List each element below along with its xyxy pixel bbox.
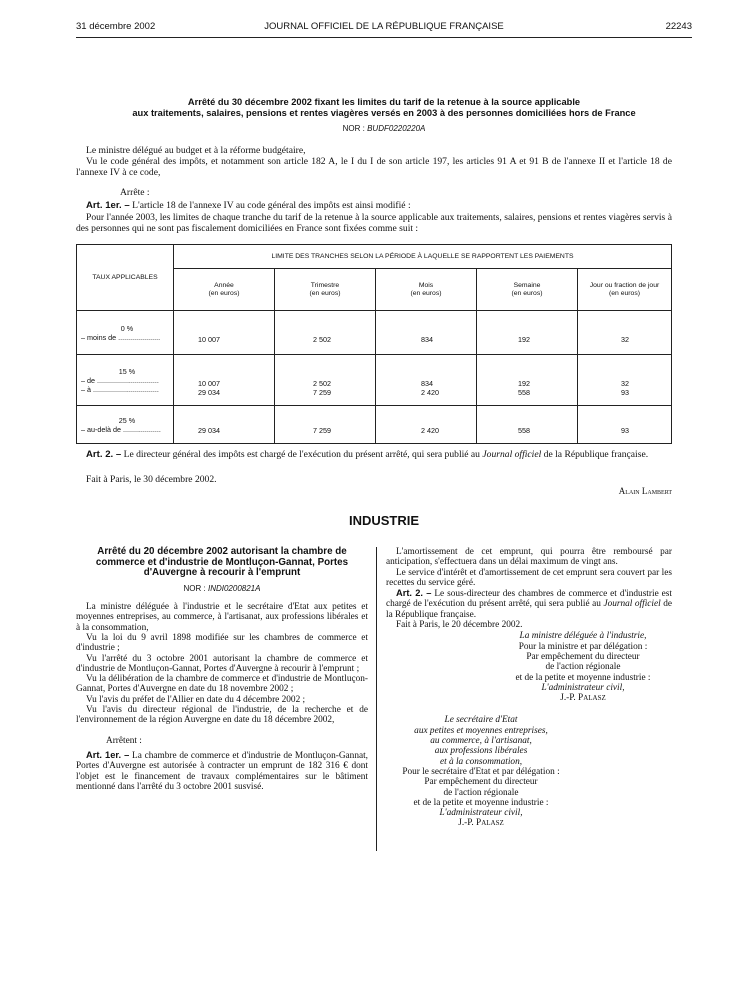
value-cell: 2 502 — [275, 311, 376, 355]
decree2-paragraph: L'amortissement de cet emprunt, qui pourra être remboursé par anticipation, s'effectuera dans un délai maximum de vingt ans. — [386, 547, 672, 568]
decree2-nor: NOR : INDI0200821A — [183, 583, 261, 593]
period-header: Année (en euros) — [174, 269, 275, 311]
decree2-paragraph: Vu l'arrêté du 3 octobre 2001 autorisant la chambre de commerce et d'industrie de Montluçon-Gannat, Portes d'Auvergne à recourir à l'emprunt ; — [76, 653, 368, 674]
decree2-left-column — [76, 547, 368, 792]
value-cell: 7 259 — [275, 406, 376, 444]
section-heading: INDUSTRIE — [348, 513, 420, 528]
decree1-minister: Le ministre délégué au budget et à la réforme budgétaire, — [86, 145, 306, 156]
period-header: Mois (en euros) — [376, 269, 477, 311]
decree2-art2: Art. 2. – Le sous-directeur des chambres de commerce et d'industrie est chargé de l'exécution du présent arrêté, qui sera publié au Journal officiel de la République française. — [386, 588, 673, 620]
value-cell: 93 — [578, 406, 672, 444]
decree1-title — [76, 97, 692, 119]
period-header: Semaine (en euros) — [477, 269, 578, 311]
table-row — [77, 406, 672, 444]
decree2-paragraph: La ministre déléguée à l'industrie et le secrétaire d'Etat aux petites et moyennes entreprises, au commerce, à l'artisanat, aux professions libérales et à la consommation, — [76, 602, 368, 633]
header-date: 31 décembre 2002 — [76, 21, 156, 32]
value-cell: 2 420 — [376, 406, 477, 444]
col-group-header: LIMITE DES TRANCHES SELON LA PÉRIODE À LAQUELLE SE RAPPORTENT LES PAIEMENTS — [174, 245, 672, 269]
decree2-title: Arrêté du 20 décembre 2002 autorisant la chambre de commerce et d'industrie de Montluçon-Gannat, Portes d'Auvergne à recourir à l'emprunt — [95, 546, 349, 579]
period-header: Trimestre (en euros) — [275, 269, 376, 311]
decree2-signature-block-2: Le secrétaire d'Etat aux petites et moyennes entreprises, au commerce, à l'artisanat, aux professions libérales et à la consommation, Pour le secrétaire d'Etat et par délégation : Par empêchement du directeur de l'action régionale et de la petite et moyenne industrie : L'administrateur civil, J.-P. Palasz — [386, 715, 576, 828]
value-cell: 10 007 29 034 — [174, 355, 275, 406]
value-cell: 32 93 — [578, 355, 672, 406]
decree2-paragraph: Vu la délibération de la chambre de commerce et d'industrie de Montluçon-Gannat, Portes d'Auvergne en date du 18 novembre 2002 ; — [76, 674, 368, 695]
column-divider — [376, 547, 377, 851]
value-cell: 558 — [477, 406, 578, 444]
value-cell: 192 — [477, 311, 578, 355]
decree1-title-line1: Arrêté du 30 décembre 2002 fixant les limites du tarif de la retenue à la source applicable — [187, 97, 581, 107]
decree1-vu: Vu le code général des impôts, et notamment son article 182 A, le I du I de son article 197, les articles 91 A et 91 B de l'annexe II et l'article 18 de l'annexe IV à ce code, — [76, 156, 672, 178]
col-header-rates: TAUX APPLICABLES — [77, 245, 174, 311]
header-page-number: 22243 — [665, 21, 692, 32]
decree2-fait: Fait à Paris, le 20 décembre 2002. — [396, 620, 523, 631]
rate-cell: 15 % – de ............................... – à ................................. — [77, 355, 174, 406]
decree1-nor-label: NOR : — [342, 124, 365, 133]
decree2-paragraph: Vu la loi du 9 avril 1898 modifiée sur les chambres de commerce et d'industrie ; — [76, 632, 368, 654]
value-cell: 10 007 — [174, 311, 275, 355]
decree1-signature: Alain Lambert — [618, 486, 672, 496]
value-cell: 29 034 — [174, 406, 275, 444]
decree1-nor-code: BUDF0220220A — [367, 124, 426, 133]
decree2-arretent: Arrêtent : — [106, 735, 142, 746]
decree2-paragraph: Le service d'intérêt et d'amortissement de cet emprunt sera couvert par les recettes du service géré. — [386, 567, 672, 588]
header-journal-title: JOURNAL OFFICIEL DE LA RÉPUBLIQUE FRANÇAISE — [264, 21, 504, 32]
decree2-signature-block-1: La ministre déléguée à l'industrie, Pour la ministre et par délégation : Par empêchement du directeur de l'action régionale et de la petite et moyenne industrie : L'administrateur civil, J.-P. Palasz — [494, 631, 672, 703]
signature-name: J.-P. Palasz — [560, 693, 606, 704]
decree1-arrete: Arrête : — [120, 187, 150, 198]
decree2-right-column — [386, 547, 672, 829]
value-cell: 2 502 7 259 — [275, 355, 376, 406]
period-header: Jour ou fraction de jour (en euros) — [578, 269, 672, 311]
table-row — [77, 311, 672, 355]
decree1-art1-label: Art. 1er. – — [86, 200, 130, 211]
signature-name: J.-P. Palasz — [458, 818, 504, 829]
decree1-art1-text: L'article 18 de l'annexe IV au code général des impôts est ainsi modifié : — [132, 200, 411, 211]
value-cell: 834 2 420 — [376, 355, 477, 406]
page-header — [76, 21, 692, 35]
value-cell: 834 — [376, 311, 477, 355]
table-row — [77, 355, 672, 406]
decree1-art1-paragraph: Pour l'année 2003, les limites de chaque tranche du tarif de la retenue à la source applicable aux traitements, salaires, pensions et rentes viagères servis à des personnes qui ne sont pas fiscalement domiciliées en France sont fixées comme suit : — [76, 212, 672, 234]
decree2-paragraph: Vu l'avis du directeur régional de l'industrie, de la recherche et de l'environnement de la région Auvergne en date du 18 décembre 2002, — [76, 705, 368, 726]
decree1-title-line2: aux traitements, salaires, pensions et rentes viagères versés en 2003 à des personnes domiciliées hors de France — [132, 108, 636, 118]
decree1-fait: Fait à Paris, le 30 décembre 2002. — [86, 474, 217, 485]
tax-brackets-table — [76, 244, 672, 444]
rate-cell: 25 % – au-delà de ................... — [77, 406, 174, 444]
value-cell: 192 558 — [477, 355, 578, 406]
decree1-art1 — [76, 201, 672, 212]
header-rule — [76, 37, 692, 38]
value-cell: 32 — [578, 311, 672, 355]
rate-cell: 0 % – moins de ..................... — [77, 311, 174, 355]
decree1-art2-label: Art. 2. – — [86, 449, 122, 460]
decree1-art2: Art. 2. – Le directeur général des impôts est chargé de l'exécution du présent arrêté, qui sera publié au Journal officiel de la République française. — [86, 449, 649, 460]
decree1-nor — [76, 124, 692, 133]
decree2-paragraph: Vu l'avis du préfet de l'Allier en date du 4 décembre 2002 ; — [86, 694, 306, 705]
decree2-art1: Art. 1er. – La chambre de commerce et d'industrie de Montluçon-Gannat, Portes d'Auvergne est autorisée à contracter un emprunt de 182 316 € dont l'objet est le financement de travaux complémentaires sur le bâtiment mentionné dans l'arrêté du 3 octobre 2001 susvisé. — [76, 749, 368, 792]
